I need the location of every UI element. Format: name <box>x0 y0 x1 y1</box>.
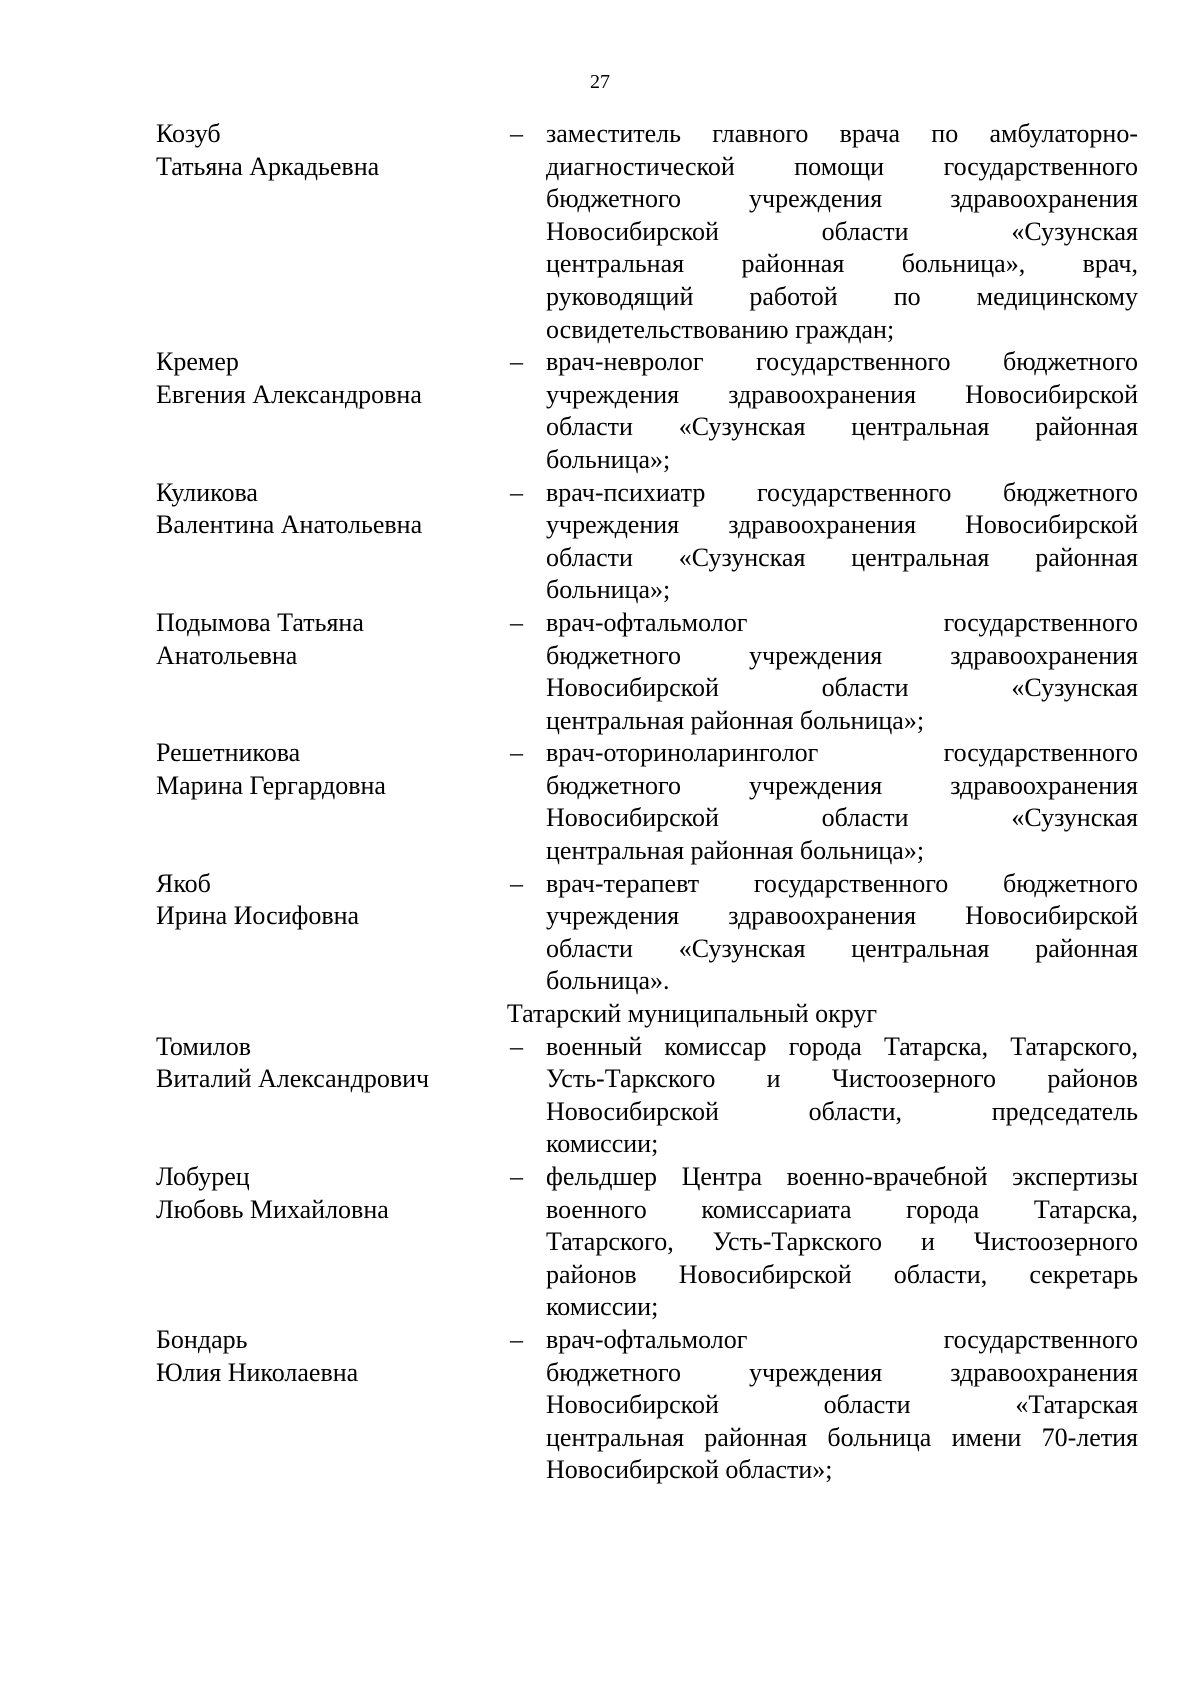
member-position-line: военный комиссар города Татарска, Татарского, <box>546 1031 1138 1061</box>
member-position-line: учреждения здравоохранения Новосибирской <box>546 379 1138 409</box>
member-position-line: врач-офтальмолог государственного <box>546 1324 1138 1354</box>
dash-separator: – <box>510 347 523 377</box>
member-position <box>546 1031 1138 1161</box>
member-position-line: Усть-Таркского и Чистоозерного районов <box>546 1064 1138 1094</box>
member-position-line: военного комиссариата города Татарска, <box>546 1194 1138 1224</box>
member-name <box>156 346 506 411</box>
member-position <box>546 1161 1138 1324</box>
member-name-line: Юлия Николаевна <box>156 1357 359 1387</box>
member-position <box>546 868 1138 998</box>
member-entry <box>156 868 1138 998</box>
document-body <box>156 118 1138 1487</box>
member-position <box>546 737 1138 867</box>
member-name-line: Кремер <box>156 347 239 377</box>
member-position-line: заместитель главного врача по амбулаторно- <box>546 119 1138 148</box>
member-position-line: врач-невролог государственного бюджетного <box>546 347 1138 377</box>
member-entry <box>156 477 1138 607</box>
member-position-line: учреждения здравоохранения Новосибирской <box>546 901 1138 931</box>
member-position-line: комиссии; <box>546 1129 659 1159</box>
member-position-line: врач-офтальмолог государственного <box>546 607 1138 637</box>
member-name <box>156 737 506 802</box>
member-position <box>546 1324 1138 1487</box>
member-position-line: области «Сузунская центральная районная <box>546 933 1138 963</box>
dash-separator: – <box>510 119 523 148</box>
member-entry <box>156 1324 1138 1487</box>
member-position-line: руководящий работой по медицинскому <box>546 281 1138 311</box>
member-name-line: Виталий Александрович <box>156 1064 430 1094</box>
member-position-line: бюджетного учреждения здравоохранения <box>546 640 1138 670</box>
member-name <box>156 118 506 183</box>
page-number: 27 <box>590 71 610 93</box>
member-position-line: Новосибирской области»; <box>546 1455 833 1485</box>
member-entry <box>156 737 1138 867</box>
member-name <box>156 1031 506 1096</box>
member-position <box>546 346 1138 476</box>
member-name-line: Евгения Александровна <box>156 379 422 409</box>
member-name-line: Ирина Иосифовна <box>156 901 360 931</box>
member-name-line: Лобурец <box>156 1162 250 1191</box>
member-position-line: центральная районная больница»; <box>546 836 925 866</box>
member-position-line: больница». <box>546 966 670 996</box>
member-position-line: области «Сузунская центральная районная <box>546 542 1138 572</box>
member-position-line: врач-оториноларинголог государственного <box>546 738 1138 768</box>
member-position-line: Татарского, Усть-Таркского и Чистоозерного <box>546 1227 1138 1257</box>
dash-separator: – <box>510 477 523 507</box>
dash-separator: – <box>510 868 523 898</box>
member-entry <box>156 1031 1138 1161</box>
section-heading: Татарский муниципальный округ <box>506 999 878 1029</box>
dash-separator: – <box>510 1162 523 1191</box>
dash-separator: – <box>510 738 523 768</box>
member-name-line: Якоб <box>156 868 211 898</box>
member-position-line: Новосибирской области «Сузунская <box>546 673 1138 703</box>
member-name-line: Анатольевна <box>156 640 298 670</box>
member-name <box>156 477 506 542</box>
member-position-line: врач-психиатр государственного бюджетного <box>546 477 1138 507</box>
member-position-line: районов Новосибирской области, секретарь <box>546 1259 1138 1289</box>
member-position-line: центральная районная больница имени 70-летия <box>546 1422 1138 1452</box>
member-position-line: бюджетного учреждения здравоохранения <box>546 770 1138 800</box>
member-position-line: диагностической помощи государственного <box>546 151 1138 181</box>
member-name-line: Валентина Анатольевна <box>156 510 423 540</box>
member-name <box>156 1324 506 1389</box>
member-entry <box>156 118 1138 346</box>
dash-separator: – <box>510 1031 523 1061</box>
member-position <box>546 477 1138 607</box>
dash-separator: – <box>510 1324 523 1354</box>
member-position-line: бюджетного учреждения здравоохранения <box>546 184 1138 214</box>
member-position <box>546 607 1138 737</box>
member-position-line: освидетельствованию граждан; <box>546 314 895 344</box>
member-position-line: учреждения здравоохранения Новосибирской <box>546 510 1138 540</box>
member-position-line: Новосибирской области «Сузунская <box>546 216 1138 246</box>
member-position-line: Новосибирской области, председатель <box>546 1096 1138 1126</box>
member-name <box>156 868 506 933</box>
dash-separator: – <box>510 607 523 637</box>
member-position-line: больница»; <box>546 444 671 474</box>
member-position-line: центральная районная больница»; <box>546 705 925 735</box>
member-position-line: области «Сузунская центральная районная <box>546 412 1138 442</box>
member-position <box>546 118 1138 346</box>
member-entry <box>156 607 1138 737</box>
member-name <box>156 607 506 672</box>
member-position-line: больница»; <box>546 575 671 605</box>
member-position-line: комиссии; <box>546 1292 659 1322</box>
member-position-line: Новосибирской области «Сузунская <box>546 803 1138 833</box>
member-name-line: Куликова <box>156 477 258 507</box>
member-name <box>156 1161 506 1226</box>
member-position-line: центральная районная больница», врач, <box>546 249 1138 279</box>
member-position-line: врач-терапевт государственного бюджетного <box>546 868 1138 898</box>
member-name-line: Татьяна Аркадьевна <box>156 151 380 181</box>
member-name-line: Томилов <box>156 1031 252 1061</box>
member-name-line: Подымова Татьяна <box>156 607 364 637</box>
member-position-line: фельдшер Центра военно-врачебной экспертизы <box>546 1162 1138 1191</box>
member-entry <box>156 346 1138 476</box>
member-name-line: Любовь Михайловна <box>156 1194 389 1224</box>
member-name-line: Марина Гергардовна <box>156 770 386 800</box>
member-name-line: Решетникова <box>156 738 301 768</box>
member-position-line: бюджетного учреждения здравоохранения <box>546 1357 1138 1387</box>
member-name-line: Бондарь <box>156 1324 248 1354</box>
member-entry <box>156 1161 1138 1324</box>
member-name-line: Козуб <box>156 119 221 148</box>
member-position-line: Новосибирской области «Татарская <box>546 1390 1138 1420</box>
